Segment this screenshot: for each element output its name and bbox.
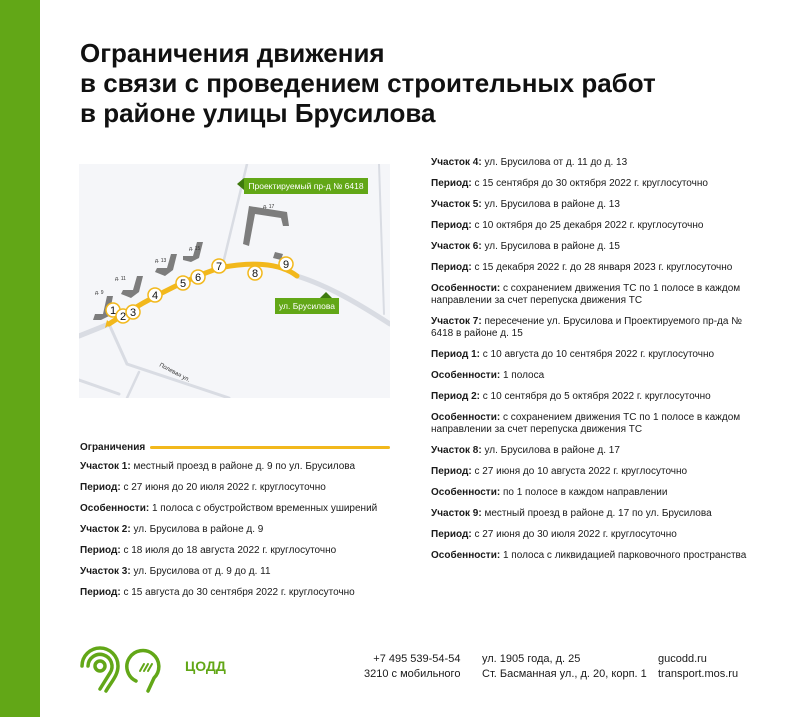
item-label: Участок 1: (80, 461, 131, 472)
svg-text:д. 17: д. 17 (263, 204, 275, 210)
logo-pin-icon (127, 651, 159, 691)
item-label: Участок 3: (80, 566, 131, 577)
logo-circles-icon (82, 648, 118, 691)
item-text: с 27 июня до 30 июля 2022 г. круглосуточно (471, 529, 677, 540)
phone-number[interactable]: +7 495 539-54-54 (373, 653, 461, 665)
item-label: Период: (80, 482, 121, 493)
list-item (431, 529, 751, 541)
list-item (80, 461, 400, 473)
phone-mobile: 3210 с мобильного (364, 668, 461, 680)
list-item (431, 550, 751, 562)
svg-text:7: 7 (215, 261, 223, 273)
footer-websites (658, 652, 738, 682)
svg-text:Проектируемый пр-д № 6418: Проектируемый пр-д № 6418 (248, 181, 364, 191)
item-text: 1 полоса с обустройством временных уширений (149, 503, 378, 514)
list-item (431, 508, 751, 520)
item-label: Участок 9: (431, 508, 482, 519)
list-item (431, 199, 751, 211)
restrictions-list-left (80, 461, 400, 608)
item-text: с сохранением движения ТС по 1 полосе в каждом направлении за счет перепуска движения ТС (431, 412, 741, 435)
item-text: с 15 сентября до 30 октября 2022 г. круглосуточно (471, 178, 708, 189)
item-text: ул. Брусилова в районе д. 17 (481, 445, 620, 456)
svg-text:2: 2 (119, 311, 127, 323)
item-text: 1 полоса с ликвидацией парковочного пространства (500, 550, 747, 561)
item-label: Особенности: (80, 503, 150, 514)
list-item (80, 524, 400, 536)
list-item (431, 178, 751, 190)
item-label: Особенности: (431, 550, 501, 561)
green-side-bar (0, 0, 40, 717)
item-label: Участок 7: (431, 316, 482, 327)
item-label: Период: (431, 220, 472, 231)
item-text: пересечение ул. Брусилова и Проектируемого пр-да № 6418 в районе д. 15 (431, 316, 742, 339)
page-title (80, 38, 760, 128)
svg-text:д. 11: д. 11 (115, 276, 126, 282)
codd-logo (80, 645, 180, 699)
item-label: Участок 8: (431, 445, 482, 456)
item-text: с сохранением движения ТС по 1 полосе в каждом направлении за счет перепуска движения ТС (431, 283, 741, 306)
svg-text:1: 1 (109, 305, 117, 317)
road-connector (127, 372, 139, 398)
svg-text:4: 4 (151, 290, 159, 302)
svg-text:9: 9 (282, 259, 290, 271)
callout-brusilova (275, 292, 339, 314)
item-text: с 10 августа до 10 сентября 2022 г. круглосуточно (480, 349, 715, 360)
map (79, 164, 390, 398)
item-label: Период 1: (431, 349, 480, 360)
svg-text:5: 5 (179, 278, 187, 290)
item-text: с 27 июня до 20 июля 2022 г. круглосуточно (120, 482, 326, 493)
list-item (431, 466, 751, 478)
marker-3 (126, 305, 140, 319)
list-item (431, 370, 751, 382)
item-text: ул. Брусилова в районе д. 13 (481, 199, 620, 210)
marker-9 (279, 257, 293, 271)
item-label: Особенности: (431, 283, 501, 294)
svg-text:8: 8 (251, 268, 259, 280)
road-polevaya (109, 324, 229, 398)
marker-5 (176, 276, 190, 290)
list-item (431, 412, 751, 436)
item-text: ул. Брусилова от д. 9 до д. 11 (130, 566, 271, 577)
list-item (431, 391, 751, 403)
item-text: ул. Брусилова в районе д. 15 (481, 241, 620, 252)
list-item (80, 503, 400, 515)
list-item (80, 566, 400, 578)
restrictions-list-right (431, 157, 751, 571)
item-label: Период: (431, 529, 472, 540)
list-item (431, 157, 751, 169)
item-text: с 18 июля до 18 августа 2022 г. круглосуточно (120, 545, 337, 556)
svg-text:д. 13: д. 13 (155, 258, 167, 264)
list-item (431, 220, 751, 232)
building-d15 (183, 242, 203, 262)
road-east (379, 164, 384, 314)
list-item (80, 545, 400, 557)
item-label: Участок 6: (431, 241, 482, 252)
item-text: 1 полоса (500, 370, 545, 381)
website-link-1[interactable]: gucodd.ru (658, 653, 707, 665)
item-label: Период: (431, 178, 472, 189)
svg-text:3: 3 (129, 307, 137, 319)
logo-stripes-icon (140, 664, 152, 671)
item-label: Участок 4: (431, 157, 482, 168)
title-line-1: Ограничения движения (80, 38, 385, 68)
list-item (431, 262, 751, 274)
list-item (431, 241, 751, 253)
road-west (79, 324, 109, 336)
address-2: Ст. Басманная ул., д. 20, корп. 1 (482, 668, 647, 680)
svg-text:6: 6 (194, 272, 202, 284)
item-text: ул. Брусилова от д. 11 до д. 13 (481, 157, 628, 168)
item-text: с 10 сентября до 5 октября 2022 г. круглосуточно (480, 391, 711, 402)
marker-4 (148, 288, 162, 302)
callout-proezd (237, 178, 368, 194)
footer-address (482, 652, 647, 682)
svg-text:ул. Брусилова: ул. Брусилова (278, 301, 336, 311)
road-sw (79, 380, 119, 394)
footer-phone (364, 652, 460, 682)
title-line-2: в связи с проведением строительных работ (80, 68, 656, 98)
logo-text: ЦОДД (185, 658, 226, 674)
road-label-polevaya: Полевая ул. (158, 362, 191, 384)
item-text: с 15 декабря 2022 г. до 28 января 2023 г. круглосуточно (471, 262, 733, 273)
list-item (80, 587, 400, 599)
item-text: по 1 полосе в каждом направлении (500, 487, 668, 498)
address-1: ул. 1905 года, д. 25 (482, 653, 581, 665)
item-text: с 10 октября до 25 декабря 2022 г. круглосуточно (471, 220, 704, 231)
svg-text:д. 15: д. 15 (189, 246, 201, 252)
item-text: местный проезд в районе д. 9 по ул. Брусилова (130, 461, 356, 472)
item-text: с 15 августа до 30 сентября 2022 г. круглосуточно (120, 587, 355, 598)
marker-7 (212, 259, 226, 273)
building-d17 (243, 206, 289, 246)
title-line-3: в районе улицы Брусилова (80, 98, 436, 128)
item-label: Особенности: (431, 412, 501, 423)
item-label: Участок 5: (431, 199, 482, 210)
item-label: Особенности: (431, 487, 501, 498)
marker-6 (191, 270, 205, 284)
marker-8 (248, 266, 262, 280)
item-text: с 27 июня до 10 августа 2022 г. круглосуточно (471, 466, 688, 477)
list-item (431, 445, 751, 457)
website-link-2[interactable]: transport.mos.ru (658, 668, 739, 680)
item-label: Период: (431, 262, 472, 273)
item-label: Особенности: (431, 370, 501, 381)
restrictions-label: Ограничения (80, 442, 146, 453)
item-label: Период 2: (431, 391, 480, 402)
restrictions-accent-line (150, 446, 390, 449)
list-item (431, 487, 751, 499)
svg-text:д. 9: д. 9 (95, 290, 104, 296)
item-label: Период: (80, 545, 121, 556)
item-text: ул. Брусилова в районе д. 9 (130, 524, 264, 535)
item-text: местный проезд в районе д. 17 по ул. Брусилова (481, 508, 712, 519)
list-item (431, 349, 751, 361)
list-item (431, 283, 751, 307)
item-label: Период: (80, 587, 121, 598)
list-item (431, 316, 751, 340)
item-label: Участок 2: (80, 524, 131, 535)
list-item (80, 482, 400, 494)
item-label: Период: (431, 466, 472, 477)
